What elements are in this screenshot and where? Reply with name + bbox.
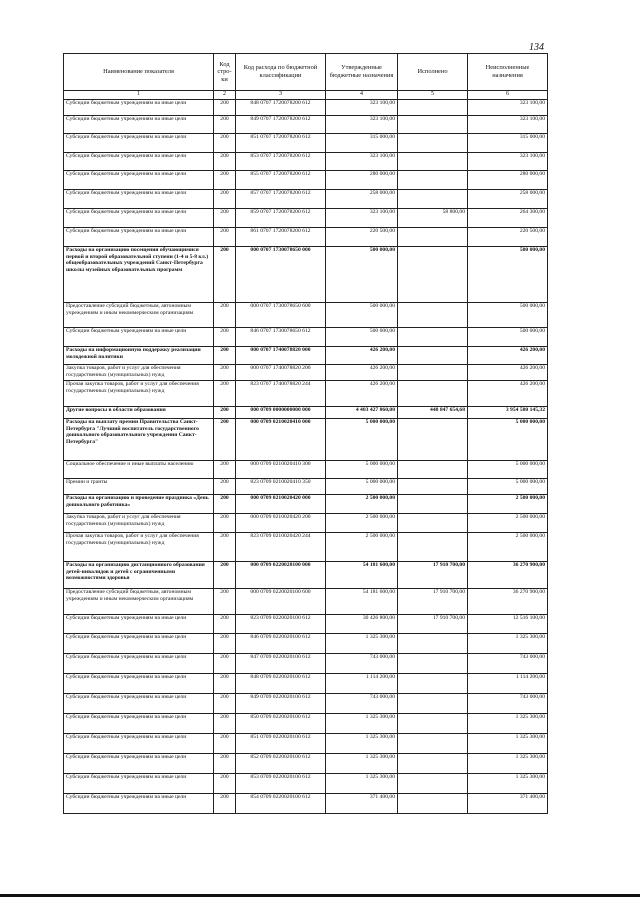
row-approved-cell: 5 000 000,00 <box>326 419 398 461</box>
row-name-cell: Субсидии бюджетным учреждениям на иные цели <box>64 171 214 190</box>
row-line-code-cell: 200 <box>214 381 236 407</box>
row-classification-cell: 853 0707 1720078200 612 <box>236 153 326 171</box>
table-row <box>64 171 548 190</box>
row-name-cell: Премии и гранты <box>64 479 214 495</box>
header-line-code: Код стро-ки <box>214 54 236 91</box>
row-remaining-cell: 426 200,00 <box>468 347 548 365</box>
row-name-cell: Расходы на выплату премии Правительства Санкт-Петербурга "Лучший воспитатель государственного дошкольного образовательного учреждения Санкт-Петербурга" <box>64 419 214 461</box>
row-approved-cell: 1 325 300,00 <box>326 634 398 654</box>
row-remaining-cell: 36 270 900,00 <box>468 589 548 615</box>
row-line-code-cell: 200 <box>214 116 236 134</box>
row-remaining-cell: 1 325 300,00 <box>468 634 548 654</box>
budget-execution-table <box>63 53 548 814</box>
row-remaining-cell: 5 000 000,00 <box>468 419 548 461</box>
row-remaining-cell: 315 000,00 <box>468 134 548 153</box>
column-number: 1 <box>64 91 214 100</box>
row-name-cell: Субсидии бюджетным учреждениям на иные цели <box>64 328 214 347</box>
row-classification-cell: 000 0709 0210020410 300 <box>236 461 326 479</box>
row-approved-cell: 1 325 300,00 <box>326 754 398 774</box>
row-remaining-cell: 12 516 100,00 <box>468 615 548 634</box>
table-row <box>64 479 548 495</box>
row-classification-cell: 850 0709 0220020100 612 <box>236 714 326 734</box>
header-indicator-name: Наименование показателя <box>64 54 214 91</box>
row-approved-cell: 5 000 000,00 <box>326 479 398 495</box>
row-classification-cell: 000 0707 1730078650 600 <box>236 303 326 328</box>
row-executed-cell <box>398 495 468 514</box>
table-row <box>64 419 548 461</box>
row-approved-cell: 1 325 300,00 <box>326 774 398 794</box>
table-row <box>64 228 548 247</box>
row-executed-cell <box>398 171 468 190</box>
table-header-row <box>64 54 548 91</box>
table-row <box>64 190 548 209</box>
row-line-code-cell: 200 <box>214 562 236 589</box>
row-executed-cell <box>398 734 468 754</box>
row-classification-cell: 823 0709 0220020100 612 <box>236 615 326 634</box>
table-row <box>64 754 548 774</box>
table-row <box>64 714 548 734</box>
table-row <box>64 514 548 533</box>
row-line-code-cell: 200 <box>214 171 236 190</box>
row-line-code-cell: 200 <box>214 134 236 153</box>
row-name-cell: Субсидии бюджетным учреждениям на иные цели <box>64 754 214 774</box>
row-executed-cell <box>398 190 468 209</box>
row-line-code-cell: 200 <box>214 674 236 694</box>
column-number-row <box>64 91 548 100</box>
row-name-cell: Субсидии бюджетным учреждениям на иные цели <box>64 654 214 674</box>
row-approved-cell: 426 200,00 <box>326 365 398 381</box>
row-classification-cell: 859 0707 1720078200 612 <box>236 209 326 228</box>
row-classification-cell: 851 0709 0220020100 612 <box>236 734 326 754</box>
page-bottom-border <box>0 894 640 897</box>
table-row <box>64 533 548 562</box>
row-approved-cell: 258 000,00 <box>326 190 398 209</box>
row-line-code-cell: 200 <box>214 495 236 514</box>
row-executed-cell <box>398 514 468 533</box>
row-name-cell: Субсидии бюджетным учреждениям на иные цели <box>64 190 214 209</box>
row-executed-cell <box>398 419 468 461</box>
row-name-cell: Предоставление субсидий бюджетным, автономным учреждениям и иным некоммерческим организациям <box>64 589 214 615</box>
table-row <box>64 116 548 134</box>
row-approved-cell: 1 325 300,00 <box>326 714 398 734</box>
row-executed-cell <box>398 303 468 328</box>
row-name-cell: Расходы на организацию посещения обучающимися первой и второй образовательной ступени (1-4 и 5-8 кл.) общеобразовательных учреждений Санкт-Петербурга школы музейных образовательных программ <box>64 247 214 303</box>
row-classification-cell: 854 0709 0220020100 612 <box>236 794 326 814</box>
row-remaining-cell: 36 270 900,00 <box>468 562 548 589</box>
row-remaining-cell: 2 500 000,00 <box>468 514 548 533</box>
row-name-cell: Другие вопросы в области образования <box>64 407 214 419</box>
row-line-code-cell: 200 <box>214 754 236 774</box>
row-executed-cell <box>398 794 468 814</box>
row-line-code-cell: 200 <box>214 694 236 714</box>
row-classification-cell: 855 0707 1720078200 612 <box>236 171 326 190</box>
row-classification-cell: 857 0707 1720078200 612 <box>236 190 326 209</box>
table-row <box>64 303 548 328</box>
row-approved-cell: 4 403 427 860,00 <box>326 407 398 419</box>
row-executed-cell <box>398 116 468 134</box>
row-executed-cell <box>398 714 468 734</box>
row-name-cell: Субсидии бюджетным учреждениям на иные цели <box>64 694 214 714</box>
table-row <box>64 734 548 754</box>
row-remaining-cell: 264 300,00 <box>468 209 548 228</box>
row-classification-cell: 848 0709 0220020100 612 <box>236 674 326 694</box>
row-executed-cell <box>398 347 468 365</box>
row-approved-cell: 426 200,00 <box>326 381 398 407</box>
row-remaining-cell: 1 114 200,00 <box>468 674 548 694</box>
row-classification-cell: 000 0709 0220020100 600 <box>236 589 326 615</box>
row-remaining-cell: 1 325 300,00 <box>468 774 548 794</box>
row-approved-cell: 743 000,00 <box>326 694 398 714</box>
row-classification-cell: 861 0707 1720078200 612 <box>236 228 326 247</box>
row-name-cell: Предоставление субсидий бюджетным, автономным учреждениям и иным некоммерческим организациям <box>64 303 214 328</box>
table-row <box>64 654 548 674</box>
row-line-code-cell: 200 <box>214 407 236 419</box>
row-name-cell: Субсидии бюджетным учреждениям на иные цели <box>64 714 214 734</box>
row-executed-cell <box>398 228 468 247</box>
row-name-cell: Субсидии бюджетным учреждениям на иные цели <box>64 774 214 794</box>
row-remaining-cell: 323 100,00 <box>468 153 548 171</box>
row-line-code-cell: 200 <box>214 634 236 654</box>
row-line-code-cell: 200 <box>214 654 236 674</box>
row-approved-cell: 220 500,00 <box>326 228 398 247</box>
table-row <box>64 774 548 794</box>
row-classification-cell: 000 0709 0210020420 200 <box>236 514 326 533</box>
row-remaining-cell: 5 000 000,00 <box>468 461 548 479</box>
row-remaining-cell: 743 000,00 <box>468 694 548 714</box>
row-remaining-cell: 1 325 300,00 <box>468 734 548 754</box>
row-line-code-cell: 200 <box>214 514 236 533</box>
row-classification-cell: 000 0709 0210020420 000 <box>236 495 326 514</box>
row-line-code-cell: 200 <box>214 419 236 461</box>
row-approved-cell: 2 500 000,00 <box>326 495 398 514</box>
row-name-cell: Расходы на организацию дистанционного образования детей-инвалидов и детей с ограниченными возможностями здоровья <box>64 562 214 589</box>
row-classification-cell: 823 0707 1740078820 244 <box>236 381 326 407</box>
table-row <box>64 328 548 347</box>
row-classification-cell: 823 0709 0210020420 244 <box>236 533 326 562</box>
table-row <box>64 562 548 589</box>
row-name-cell: Субсидии бюджетным учреждениям на иные цели <box>64 153 214 171</box>
row-line-code-cell: 200 <box>214 461 236 479</box>
row-remaining-cell: 426 200,00 <box>468 365 548 381</box>
row-line-code-cell: 200 <box>214 328 236 347</box>
row-executed-cell <box>398 774 468 794</box>
row-executed-cell <box>398 365 468 381</box>
table-row <box>64 589 548 615</box>
row-approved-cell: 500 000,00 <box>326 247 398 303</box>
column-number: 3 <box>236 91 326 100</box>
column-number: 6 <box>468 91 548 100</box>
row-approved-cell: 30 426 800,00 <box>326 615 398 634</box>
row-name-cell: Субсидии бюджетным учреждениям на иные цели <box>64 134 214 153</box>
row-executed-cell <box>398 533 468 562</box>
row-name-cell: Субсидии бюджетным учреждениям на иные цели <box>64 794 214 814</box>
row-remaining-cell: 258 000,00 <box>468 190 548 209</box>
row-approved-cell: 2 500 000,00 <box>326 533 398 562</box>
table-row <box>64 461 548 479</box>
row-classification-cell: 847 0709 0220020100 612 <box>236 654 326 674</box>
row-executed-cell <box>398 461 468 479</box>
row-remaining-cell: 323 100,00 <box>468 116 548 134</box>
row-executed-cell <box>398 674 468 694</box>
row-name-cell: Расходы на информационную поддержку реализации молодежной политики <box>64 347 214 365</box>
row-classification-cell: 846 0709 0220020100 612 <box>236 634 326 654</box>
table-row <box>64 615 548 634</box>
row-approved-cell: 743 000,00 <box>326 654 398 674</box>
row-remaining-cell: 2 500 000,00 <box>468 533 548 562</box>
row-remaining-cell: 743 000,00 <box>468 654 548 674</box>
row-line-code-cell: 200 <box>214 209 236 228</box>
page-number: 134 <box>529 42 544 53</box>
row-executed-cell <box>398 328 468 347</box>
row-executed-cell <box>398 634 468 654</box>
row-executed-cell <box>398 654 468 674</box>
row-remaining-cell: 500 000,00 <box>468 303 548 328</box>
row-approved-cell: 323 100,00 <box>326 116 398 134</box>
row-approved-cell: 2 500 000,00 <box>326 514 398 533</box>
row-approved-cell: 1 325 300,00 <box>326 734 398 754</box>
row-classification-cell: 823 0709 0210020410 350 <box>236 479 326 495</box>
row-remaining-cell: 2 500 000,00 <box>468 495 548 514</box>
row-line-code-cell: 200 <box>214 774 236 794</box>
row-executed-cell <box>398 479 468 495</box>
row-classification-cell: 000 0707 1740078820 200 <box>236 365 326 381</box>
row-line-code-cell: 200 <box>214 734 236 754</box>
row-name-cell: Прочая закупка товаров, работ и услуг для обеспечения государственных (муниципальных) нужд <box>64 533 214 562</box>
table-row <box>64 634 548 654</box>
row-approved-cell: 54 181 600,00 <box>326 589 398 615</box>
row-approved-cell: 323 100,00 <box>326 100 398 116</box>
row-approved-cell: 280 000,00 <box>326 171 398 190</box>
column-number: 2 <box>214 91 236 100</box>
row-approved-cell: 54 181 600,00 <box>326 562 398 589</box>
row-remaining-cell: 5 000 000,00 <box>468 479 548 495</box>
row-name-cell: Расходы на организацию и проведение праздника «День дошкольного работника» <box>64 495 214 514</box>
table-body <box>64 100 548 814</box>
row-line-code-cell: 200 <box>214 347 236 365</box>
row-remaining-cell: 3 954 580 145,32 <box>468 407 548 419</box>
row-classification-cell: 000 0709 0210020410 000 <box>236 419 326 461</box>
row-remaining-cell: 323 100,00 <box>468 100 548 116</box>
row-remaining-cell: 280 000,00 <box>468 171 548 190</box>
row-executed-cell: 58 800,00 <box>398 209 468 228</box>
row-name-cell: Субсидии бюджетным учреждениям на иные цели <box>64 734 214 754</box>
table-row <box>64 794 548 814</box>
row-line-code-cell: 200 <box>214 533 236 562</box>
column-number: 4 <box>326 91 398 100</box>
row-name-cell: Прочая закупка товаров, работ и услуг для обеспечения государственных (муниципальных) нужд <box>64 381 214 407</box>
row-approved-cell: 500 000,00 <box>326 328 398 347</box>
table-row <box>64 134 548 153</box>
table-row <box>64 381 548 407</box>
row-approved-cell: 371 400,00 <box>326 794 398 814</box>
row-name-cell: Субсидии бюджетным учреждениям на иные цели <box>64 209 214 228</box>
row-classification-cell: 851 0707 1720078200 612 <box>236 134 326 153</box>
row-line-code-cell: 200 <box>214 714 236 734</box>
row-executed-cell: 17 910 700,00 <box>398 615 468 634</box>
row-line-code-cell: 200 <box>214 153 236 171</box>
row-classification-cell: 853 0709 0220020100 612 <box>236 774 326 794</box>
table-row <box>64 365 548 381</box>
row-name-cell: Субсидии бюджетным учреждениям на иные цели <box>64 674 214 694</box>
column-number: 5 <box>398 91 468 100</box>
table-row <box>64 247 548 303</box>
row-remaining-cell: 220 500,00 <box>468 228 548 247</box>
row-line-code-cell: 200 <box>214 615 236 634</box>
table-row <box>64 407 548 419</box>
row-classification-cell: 846 0707 1730078650 612 <box>236 328 326 347</box>
row-approved-cell: 315 000,00 <box>326 134 398 153</box>
row-line-code-cell: 200 <box>214 589 236 615</box>
row-classification-cell: 848 0707 1720078200 612 <box>236 100 326 116</box>
header-budget-classification: Код расхода по бюджетной классификации <box>236 54 326 91</box>
row-classification-cell: 000 0707 1730078650 000 <box>236 247 326 303</box>
row-approved-cell: 1 114 200,00 <box>326 674 398 694</box>
row-classification-cell: 849 0707 1720078200 612 <box>236 116 326 134</box>
row-approved-cell: 500 000,00 <box>326 303 398 328</box>
header-approved: Утвержденные бюджетные назначения <box>326 54 398 91</box>
row-name-cell: Субсидии бюджетным учреждениям на иные цели <box>64 615 214 634</box>
row-executed-cell <box>398 694 468 714</box>
row-remaining-cell: 1 325 300,00 <box>468 714 548 734</box>
row-name-cell: Субсидии бюджетным учреждениям на иные цели <box>64 228 214 247</box>
row-classification-cell: 849 0709 0220020100 612 <box>236 694 326 714</box>
row-approved-cell: 5 000 000,00 <box>326 461 398 479</box>
row-classification-cell: 000 0707 1740078820 000 <box>236 347 326 365</box>
row-executed-cell <box>398 134 468 153</box>
row-line-code-cell: 200 <box>214 365 236 381</box>
row-line-code-cell: 200 <box>214 100 236 116</box>
row-classification-cell: 852 0709 0220020100 612 <box>236 754 326 774</box>
row-remaining-cell: 371 400,00 <box>468 794 548 814</box>
table-row <box>64 100 548 116</box>
row-approved-cell: 323 100,00 <box>326 153 398 171</box>
row-executed-cell <box>398 754 468 774</box>
row-name-cell: Закупка товаров, работ и услуг для обеспечения государственных (муниципальных) нужд <box>64 514 214 533</box>
table-row <box>64 694 548 714</box>
header-remaining: Неисполненные назначения <box>468 54 548 91</box>
table-row <box>64 674 548 694</box>
table-row <box>64 153 548 171</box>
row-executed-cell <box>398 381 468 407</box>
row-classification-cell: 000 0709 0000000000 000 <box>236 407 326 419</box>
row-approved-cell: 426 200,00 <box>326 347 398 365</box>
table-row <box>64 209 548 228</box>
row-line-code-cell: 200 <box>214 228 236 247</box>
row-name-cell: Субсидии бюджетным учреждениям на иные цели <box>64 100 214 116</box>
row-remaining-cell: 500 000,00 <box>468 328 548 347</box>
row-executed-cell: 17 910 700,00 <box>398 562 468 589</box>
row-executed-cell <box>398 247 468 303</box>
row-line-code-cell: 200 <box>214 794 236 814</box>
row-approved-cell: 323 100,00 <box>326 209 398 228</box>
row-classification-cell: 000 0709 0220020100 000 <box>236 562 326 589</box>
row-line-code-cell: 200 <box>214 190 236 209</box>
row-name-cell: Субсидии бюджетным учреждениям на иные цели <box>64 116 214 134</box>
row-remaining-cell: 1 325 300,00 <box>468 754 548 774</box>
row-executed-cell <box>398 100 468 116</box>
row-executed-cell: 448 847 654,68 <box>398 407 468 419</box>
row-executed-cell: 17 910 700,00 <box>398 589 468 615</box>
row-name-cell: Субсидии бюджетным учреждениям на иные цели <box>64 634 214 654</box>
row-name-cell: Закупка товаров, работ и услуг для обеспечения государственных (муниципальных) нужд <box>64 365 214 381</box>
row-line-code-cell: 200 <box>214 303 236 328</box>
row-remaining-cell: 426 200,00 <box>468 381 548 407</box>
row-line-code-cell: 200 <box>214 479 236 495</box>
row-executed-cell <box>398 153 468 171</box>
row-remaining-cell: 500 000,00 <box>468 247 548 303</box>
row-line-code-cell: 200 <box>214 247 236 303</box>
header-executed: Исполнено <box>398 54 468 91</box>
row-name-cell: Социальное обеспечение и иные выплаты населению <box>64 461 214 479</box>
table-row <box>64 495 548 514</box>
table-row <box>64 347 548 365</box>
